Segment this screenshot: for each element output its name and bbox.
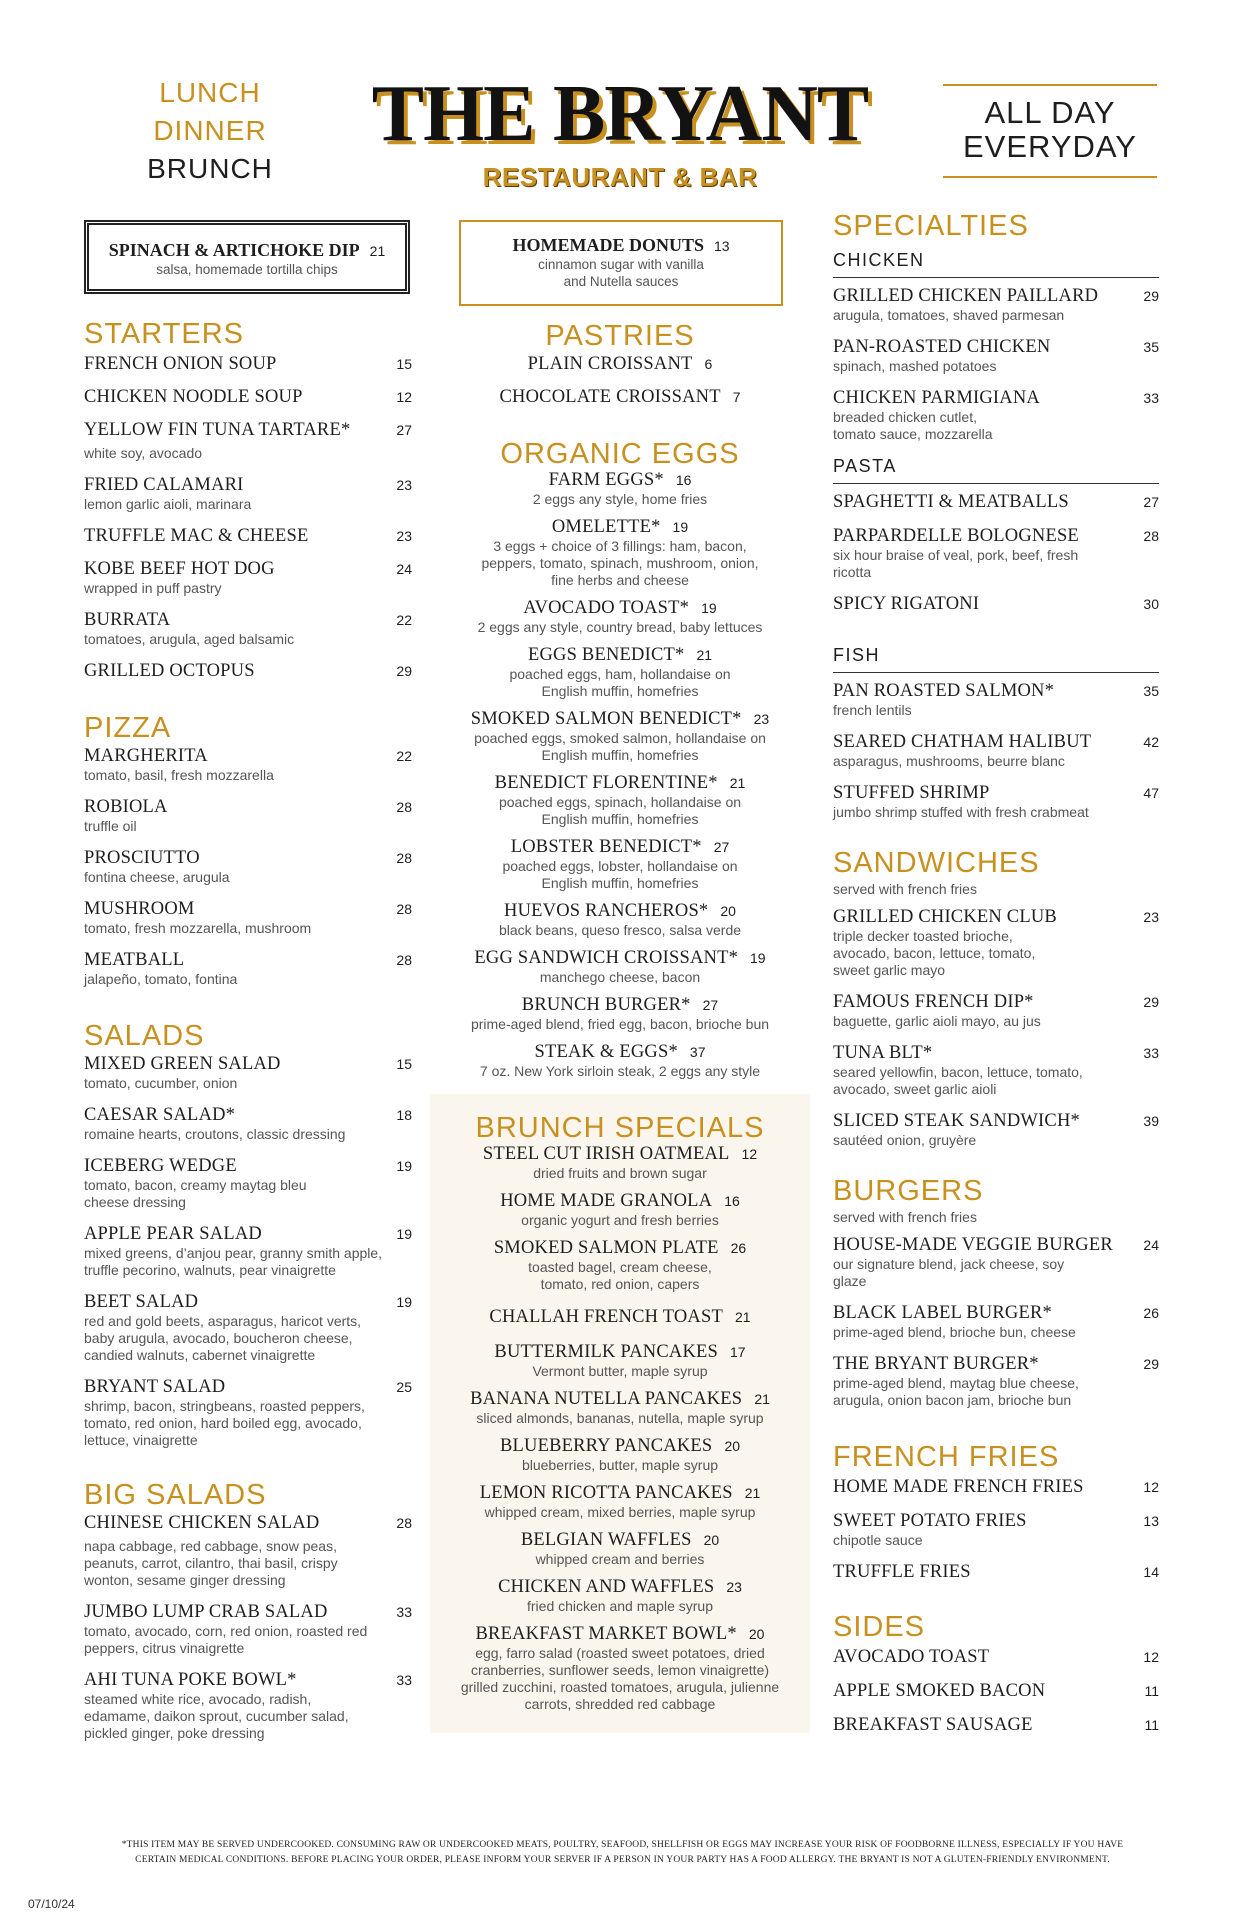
all-day-line1: ALL DAY [984, 95, 1116, 130]
menu-item [833, 1235, 1159, 1290]
menu-item [833, 388, 1159, 443]
chicken-subheading: CHICKEN [833, 250, 1159, 278]
item-name: KOBE BEEF HOT DOG [84, 559, 275, 579]
fries-heading: FRENCH FRIES [833, 1441, 1060, 1473]
chicken-list [833, 286, 1159, 443]
item-desc: steamed white rice, avocado, radish, edamame, daikon sprout, cucumber salad, pickled ginger, poke dressing [84, 1691, 349, 1741]
burgers-list [833, 1235, 1159, 1409]
item-price: 12 [741, 1146, 758, 1162]
item-price: 25 [396, 1379, 412, 1395]
item-price: 33 [396, 1672, 412, 1688]
item-name: ROBIOLA [84, 797, 168, 817]
item-name: PARPARDELLE BOLOGNESE [833, 526, 1079, 546]
item-price: 19 [750, 950, 766, 966]
footer-disclaimer [100, 1838, 1145, 1868]
item-desc: poached eggs, smoked salmon, hollandaise on English muffin, homefries [474, 730, 766, 763]
item-name: BENEDICT FLORENTINE* [494, 773, 718, 793]
item-price: 29 [1143, 288, 1159, 304]
item-desc: poached eggs, spinach, hollandaise on English muffin, homefries [498, 794, 742, 827]
item-price: 18 [396, 1107, 412, 1123]
item-name: BREAKFAST SAUSAGE [833, 1715, 1033, 1735]
item-price: 6 [704, 356, 713, 372]
item-name: MEATBALL [84, 950, 185, 970]
item-price: 23 [726, 1579, 742, 1595]
menu-item [833, 1111, 1159, 1149]
item-name: LEMON RICOTTA PANCAKES [479, 1483, 733, 1503]
item-price: 21 [754, 1391, 770, 1407]
item-name: SEARED CHATHAM HALIBUT [833, 732, 1092, 752]
item-price: 19 [396, 1294, 412, 1310]
item-name: GRILLED CHICKEN CLUB [833, 907, 1057, 927]
item-desc: Vermont butter, maple syrup [532, 1363, 708, 1379]
column-middle [430, 220, 810, 1733]
item-price: 27 [1143, 494, 1159, 510]
item-desc: fried chicken and maple syrup [527, 1598, 713, 1614]
column-right [833, 210, 1159, 1749]
menu-item [84, 950, 412, 988]
menu-item [833, 1477, 1159, 1498]
menu-item [84, 475, 412, 513]
item-name: STUFFED SHRIMP [833, 783, 990, 803]
item-name: BREAKFAST MARKET BOWL* [475, 1624, 737, 1644]
item-price: 23 [396, 528, 412, 544]
menu-item [84, 797, 412, 835]
item-desc: poached eggs, ham, hollandaise on English muffin, homefries [509, 666, 731, 699]
mealtime-dinner: DINNER [153, 115, 267, 146]
menu-item [84, 610, 412, 648]
mealtime-lunch: LUNCH [159, 77, 261, 108]
menu-item [833, 732, 1159, 770]
item-name: CHICKEN AND WAFFLES [498, 1577, 715, 1597]
menu-item [84, 1670, 412, 1742]
menu-item [833, 492, 1159, 513]
item-desc: organic yogurt and fresh berries [521, 1212, 719, 1228]
item-name: PAN-ROASTED CHICKEN [833, 337, 1051, 357]
item-name: BEET SALAD [84, 1292, 199, 1312]
item-name: PAN ROASTED SALMON* [833, 681, 1055, 701]
menu-item [833, 526, 1159, 581]
item-name: PROSCIUTTO [84, 848, 200, 868]
item-name: FRIED CALAMARI [84, 475, 244, 495]
item-desc: asparagus, mushrooms, beurre blanc [833, 753, 1065, 769]
menu-item [84, 661, 412, 682]
menu-item [84, 354, 412, 375]
menu-item [84, 848, 412, 886]
featured-donuts-box [459, 220, 783, 306]
menu-item [84, 420, 412, 462]
item-desc: tomatoes, arugula, aged balsamic [84, 631, 295, 647]
item-desc: shrimp, bacon, stringbeans, roasted peppers, tomato, red onion, hard boiled egg, avocado, lettuce, vinaigrette [84, 1398, 365, 1448]
item-name: LOBSTER BENEDICT* [510, 837, 702, 857]
dip-price: 21 [369, 243, 386, 259]
menu-item [833, 594, 1159, 615]
salads-heading: SALADS [84, 1020, 205, 1052]
eggs-section [430, 438, 810, 1080]
menu-item [84, 1105, 412, 1143]
item-name: GRILLED CHICKEN PAILLARD [833, 286, 1099, 306]
menu-item [84, 1156, 412, 1211]
item-price: 21 [729, 775, 746, 791]
menu-item [84, 387, 412, 408]
item-price: 17 [730, 1344, 746, 1360]
item-desc: manchego cheese, bacon [539, 969, 701, 985]
item-name: AVOCADO TOAST* [523, 598, 690, 618]
fish-subheading: FISH [833, 645, 1159, 673]
item-desc: jumbo shrimp stuffed with fresh crabmeat [833, 804, 1089, 820]
item-desc: truffle oil [84, 818, 137, 834]
item-price: 12 [1143, 1649, 1159, 1665]
item-price: 13 [1143, 1513, 1159, 1529]
item-price: 23 [1143, 909, 1159, 925]
item-name: BUTTERMILK PANCAKES [494, 1342, 719, 1362]
item-desc: prime-aged blend, fried egg, bacon, brioche bun [470, 1016, 770, 1032]
item-price: 24 [396, 561, 412, 577]
item-desc: triple decker toasted brioche, avocado, bacon, lettuce, tomato, sweet garlic mayo [833, 928, 1036, 978]
item-price: 21 [744, 1485, 761, 1501]
menu-item [833, 1043, 1159, 1098]
item-name: SWEET POTATO FRIES [833, 1511, 1027, 1531]
item-name: CHALLAH FRENCH TOAST [489, 1307, 723, 1327]
burgers-note: served with french fries [833, 1209, 977, 1225]
item-desc: white soy, avocado [84, 445, 203, 461]
item-desc: arugula, tomatoes, shaved parmesan [833, 307, 1065, 323]
item-price: 33 [396, 1604, 412, 1620]
item-price: 27 [702, 997, 719, 1013]
disclaimer-line1: *THIS ITEM MAY BE SERVED UNDERCOOKED. CONSUMING RAW OR UNDERCOOKED MEATS, POULTRY, SEAFOOD, SHELLFISH OR EGGS MAY INCREASE YOUR RISK OF FOODBORNE ILLNESS, ESPECIALLY IF YOU HAVE [121, 1840, 1124, 1850]
item-name: APPLE PEAR SALAD [84, 1224, 262, 1244]
item-desc: napa cabbage, red cabbage, snow peas, peanuts, carrot, cilantro, thai basil, crispy wonton, sesame ginger dressing [84, 1538, 338, 1588]
item-price: 26 [730, 1240, 747, 1256]
item-price: 11 [1144, 1717, 1159, 1733]
menu-date: 07/10/24 [28, 1897, 75, 1911]
item-desc: blueberries, butter, maple syrup [521, 1457, 719, 1473]
item-name: SLICED STEAK SANDWICH* [833, 1111, 1080, 1131]
donuts-price: 13 [713, 238, 730, 254]
item-desc: black beans, queso fresco, salsa verde [498, 922, 742, 938]
disclaimer-line2: CERTAIN MEDICAL CONDITIONS. BEFORE PLACING YOUR ORDER, PLEASE INFORM YOUR SERVER IF A PERSON IN YOUR PARTY HAS A FOOD ALLERGY. THE BRYANT IS NOT A GLUTEN-FRIENDLY ENVIRONMENT. [135, 1855, 1110, 1865]
item-desc: red and gold beets, asparagus, haricot verts, baby arugula, avocado, boucheron cheese, candied walnuts, cabernet vinaigrette [84, 1313, 362, 1363]
item-name: GRILLED OCTOPUS [84, 661, 255, 681]
item-name: SPAGHETTI & MEATBALLS [833, 492, 1069, 512]
item-name: HOME MADE FRENCH FRIES [833, 1477, 1084, 1497]
item-name: FARM EGGS* [548, 470, 664, 490]
item-price: 39 [1143, 1113, 1159, 1129]
dip-desc: salsa, homemade tortilla chips [156, 262, 338, 277]
menu-item [833, 907, 1159, 979]
brand-title: THE BRYANT [371, 70, 869, 158]
item-price: 12 [1143, 1479, 1159, 1495]
item-name: EGG SANDWICH CROISSANT* [474, 948, 739, 968]
item-desc: french lentils [833, 702, 912, 718]
item-price: 26 [1143, 1305, 1159, 1321]
item-desc: tomato, cucumber, onion [84, 1075, 238, 1091]
item-name: AHI TUNA POKE BOWL* [84, 1670, 297, 1690]
item-name: SMOKED SALMON PLATE [493, 1238, 719, 1258]
pastries-heading: PASTRIES [545, 320, 695, 352]
donuts-desc2: and Nutella sauces [563, 274, 679, 289]
item-price: 20 [724, 1438, 741, 1454]
item-name: CAESAR SALAD* [84, 1105, 236, 1125]
item-desc: chipotle sauce [833, 1532, 923, 1548]
menu-item [84, 1292, 412, 1364]
all-day-badge [943, 84, 1157, 178]
item-price: 27 [713, 839, 730, 855]
item-name: MARGHERITA [84, 746, 208, 766]
item-desc: poached eggs, lobster, hollandaise on English muffin, homefries [502, 858, 738, 891]
specialties-heading: SPECIALTIES [833, 210, 1029, 242]
item-desc: tomato, avocado, corn, red onion, roasted red peppers, citrus vinaigrette [84, 1623, 368, 1656]
item-price: 28 [396, 850, 412, 866]
item-name: HUEVOS RANCHEROS* [504, 901, 709, 921]
item-name: AVOCADO TOAST [833, 1647, 990, 1667]
column-left [84, 220, 412, 1755]
starters-list [84, 354, 412, 682]
item-price: 29 [1143, 994, 1159, 1010]
menu-item [833, 1511, 1159, 1549]
item-price: 16 [675, 472, 692, 488]
item-desc: breaded chicken cutlet, tomato sauce, mozzarella [833, 409, 993, 442]
menu-item [833, 1647, 1159, 1668]
item-name: PLAIN CROISSANT [527, 354, 693, 374]
item-name: OMELETTE* [551, 517, 661, 537]
item-name: HOME MADE GRANOLA [500, 1191, 713, 1211]
item-price: 15 [396, 356, 412, 372]
sides-list [833, 1647, 1159, 1736]
item-desc: prime-aged blend, brioche bun, cheese [833, 1324, 1076, 1340]
item-name: APPLE SMOKED BACON [833, 1681, 1046, 1701]
item-desc: 2 eggs any style, home fries [532, 491, 708, 507]
item-price: 19 [672, 519, 689, 535]
item-name: FRENCH ONION SOUP [84, 354, 277, 374]
brunch-specials-section [430, 1094, 810, 1733]
item-desc: romaine hearts, croutons, classic dressing [84, 1126, 346, 1142]
pasta-list [833, 492, 1159, 615]
item-name: TRUFFLE MAC & CHEESE [84, 526, 309, 546]
item-desc: sautéed onion, gruyère [833, 1132, 977, 1148]
item-price: 23 [753, 711, 770, 727]
dip-name: SPINACH & ARTICHOKE DIP [108, 240, 360, 260]
item-price: 20 [748, 1626, 765, 1642]
item-name: FAMOUS FRENCH DIP* [833, 992, 1034, 1012]
item-price: 29 [396, 663, 412, 679]
item-desc: prime-aged blend, maytag blue cheese, arugula, onion bacon jam, brioche bun [833, 1375, 1079, 1408]
item-price: 11 [1144, 1683, 1159, 1699]
item-name: JUMBO LUMP CRAB SALAD [84, 1602, 328, 1622]
item-price: 19 [701, 600, 717, 616]
item-price: 22 [396, 612, 412, 628]
item-name: MIXED GREEN SALAD [84, 1054, 281, 1074]
item-desc: whipped cream and berries [535, 1551, 705, 1567]
item-price: 35 [1143, 339, 1159, 355]
brand-subtitle: RESTAURANT & BAR [482, 162, 758, 192]
item-name: THE BRYANT BURGER* [833, 1354, 1039, 1374]
item-name: YELLOW FIN TUNA TARTARE* [84, 420, 351, 440]
item-name: ICEBERG WEDGE [84, 1156, 237, 1176]
item-desc: whipped cream, mixed berries, maple syrup [484, 1504, 756, 1520]
item-name: BANANA NUTELLA PANCAKES [470, 1389, 743, 1409]
item-desc: fontina cheese, arugula [84, 869, 230, 885]
menu-item [833, 681, 1159, 719]
big-salads-heading: BIG SALADS [84, 1479, 267, 1511]
item-price: 27 [396, 422, 412, 438]
sides-heading: SIDES [833, 1611, 926, 1643]
item-desc: mixed greens, d’anjou pear, granny smith apple, truffle pecorino, walnuts, pear vinaigrette [84, 1245, 383, 1278]
item-desc: tomato, fresh mozzarella, mushroom [84, 920, 312, 936]
item-price: 19 [396, 1158, 412, 1174]
item-name: BELGIAN WAFFLES [520, 1530, 692, 1550]
item-price: 37 [689, 1044, 706, 1060]
item-price: 14 [1143, 1564, 1159, 1580]
burgers-heading: BURGERS [833, 1175, 984, 1207]
item-name: SPICY RIGATONI [833, 594, 980, 614]
menu-item [84, 746, 412, 784]
menu-item [833, 1562, 1159, 1583]
menu-item [84, 526, 412, 547]
menu-item [833, 1303, 1159, 1341]
item-desc: lemon garlic aioli, marinara [84, 496, 252, 512]
item-desc: dried fruits and brown sugar [533, 1165, 707, 1181]
item-desc: 7 oz. New York sirloin steak, 2 eggs any style [479, 1063, 761, 1079]
item-desc: spinach, mashed potatoes [833, 358, 997, 374]
item-name: BRUNCH BURGER* [521, 995, 691, 1015]
sandwiches-note: served with french fries [833, 881, 977, 897]
item-name: CHICKEN NOODLE SOUP [84, 387, 303, 407]
menu-item [833, 1354, 1159, 1409]
item-price: 21 [696, 647, 713, 663]
item-desc: 2 eggs any style, country bread, baby lettuces [477, 619, 763, 635]
item-price: 42 [1143, 734, 1159, 750]
pizza-list [84, 746, 412, 988]
featured-dip-box [84, 220, 410, 294]
item-price: 24 [1143, 1237, 1159, 1253]
fish-list [833, 681, 1159, 821]
menu-item [84, 559, 412, 597]
menu-item [84, 1602, 412, 1657]
item-price: 47 [1143, 785, 1159, 801]
item-desc: tomato, basil, fresh mozzarella [84, 767, 274, 783]
fries-list [833, 1477, 1159, 1583]
item-desc: our signature blend, jack cheese, soy glaze [833, 1256, 1065, 1289]
item-price: 28 [396, 1515, 412, 1531]
item-name: EGGS BENEDICT* [527, 645, 685, 665]
item-desc: egg, farro salad (roasted sweet potatoes, dried cranberries, sunflower seeds, lemon vinaigrette) grilled zucchini, roasted tomatoes, arugula, julienne carrots, shredded red cabbage [460, 1645, 780, 1712]
item-name: CHOCOLATE CROISSANT [499, 387, 721, 407]
item-price: 28 [396, 901, 412, 917]
item-name: BURRATA [84, 610, 171, 630]
item-price: 15 [396, 1056, 412, 1072]
item-name: CHINESE CHICKEN SALAD [84, 1513, 320, 1533]
item-price: 12 [396, 389, 412, 405]
menu-item [833, 783, 1159, 821]
sandwiches-heading: SANDWICHES [833, 847, 1040, 879]
menu-item [84, 1513, 412, 1589]
item-name: TUNA BLT* [833, 1043, 933, 1063]
menu-item [833, 286, 1159, 324]
item-name: SMOKED SALMON BENEDICT* [470, 709, 742, 729]
menu-item [84, 899, 412, 937]
pasta-subheading: PASTA [833, 456, 1159, 484]
item-desc: 3 eggs + choice of 3 fillings: ham, bacon, peppers, tomato, spinach, mushroom, onion, fine herbs and cheese [481, 538, 759, 588]
mealtimes [130, 74, 290, 188]
item-price: 23 [396, 477, 412, 493]
all-day-line2: EVERYDAY [963, 129, 1137, 164]
item-price: 33 [1143, 1045, 1159, 1061]
item-price: 20 [703, 1532, 720, 1548]
menu-item [833, 337, 1159, 375]
item-desc: sliced almonds, bananas, nutella, maple syrup [476, 1410, 764, 1426]
item-desc: seared yellowfin, bacon, lettuce, tomato, avocado, sweet garlic aioli [833, 1064, 1083, 1097]
menu-item [84, 1224, 412, 1279]
menu-item [833, 992, 1159, 1030]
menu-item [833, 1681, 1159, 1702]
item-desc: toasted bagel, cream cheese, tomato, red onion, capers [528, 1259, 712, 1292]
item-price: 28 [396, 952, 412, 968]
item-name: MUSHROOM [84, 899, 195, 919]
salads-list [84, 1054, 412, 1449]
brand-logo [360, 72, 880, 193]
menu-item [833, 1715, 1159, 1736]
starters-heading: STARTERS [84, 318, 245, 350]
item-name: BLACK LABEL BURGER* [833, 1303, 1052, 1323]
item-desc: wrapped in puff pastry [84, 580, 222, 596]
item-price: 30 [1143, 596, 1159, 612]
pizza-heading: PIZZA [84, 712, 172, 744]
item-name: CHICKEN PARMIGIANA [833, 388, 1040, 408]
item-name: HOUSE-MADE VEGGIE BURGER [833, 1235, 1113, 1255]
item-price: 16 [724, 1193, 740, 1209]
pastries-section [430, 320, 810, 408]
donuts-name: HOMEMADE DONUTS [512, 235, 704, 255]
item-name: BRYANT SALAD [84, 1377, 226, 1397]
brunch-specials-heading: BRUNCH SPECIALS [475, 1112, 765, 1144]
item-desc: tomato, bacon, creamy maytag bleu cheese dressing [84, 1177, 307, 1210]
sandwiches-list [833, 907, 1159, 1149]
item-price: 35 [1143, 683, 1159, 699]
item-price: 29 [1143, 1356, 1159, 1372]
item-name: STEAK & EGGS* [534, 1042, 678, 1062]
mealtime-brunch: BRUNCH [147, 153, 273, 184]
item-price: 28 [1143, 528, 1159, 544]
menu-item [84, 1054, 412, 1092]
item-name: TRUFFLE FRIES [833, 1562, 971, 1582]
menu-item [84, 1377, 412, 1449]
item-price: 33 [1143, 390, 1159, 406]
item-desc: jalapeño, tomato, fontina [84, 971, 238, 987]
item-price: 20 [720, 903, 736, 919]
item-price: 28 [396, 799, 412, 815]
item-desc: baguette, garlic aioli mayo, au jus [833, 1013, 1041, 1029]
big-salads-list [84, 1513, 412, 1742]
item-name: STEEL CUT IRISH OATMEAL [482, 1144, 730, 1164]
eggs-heading: ORGANIC EGGS [500, 438, 740, 470]
donuts-desc1: cinnamon sugar with vanilla [538, 257, 704, 272]
item-desc: six hour braise of veal, pork, beef, fresh ricotta [833, 547, 1079, 580]
item-price: 21 [734, 1309, 751, 1325]
item-price: 22 [396, 748, 412, 764]
item-price: 19 [396, 1226, 412, 1242]
item-price: 7 [732, 389, 741, 405]
item-name: BLUEBERRY PANCAKES [499, 1436, 713, 1456]
